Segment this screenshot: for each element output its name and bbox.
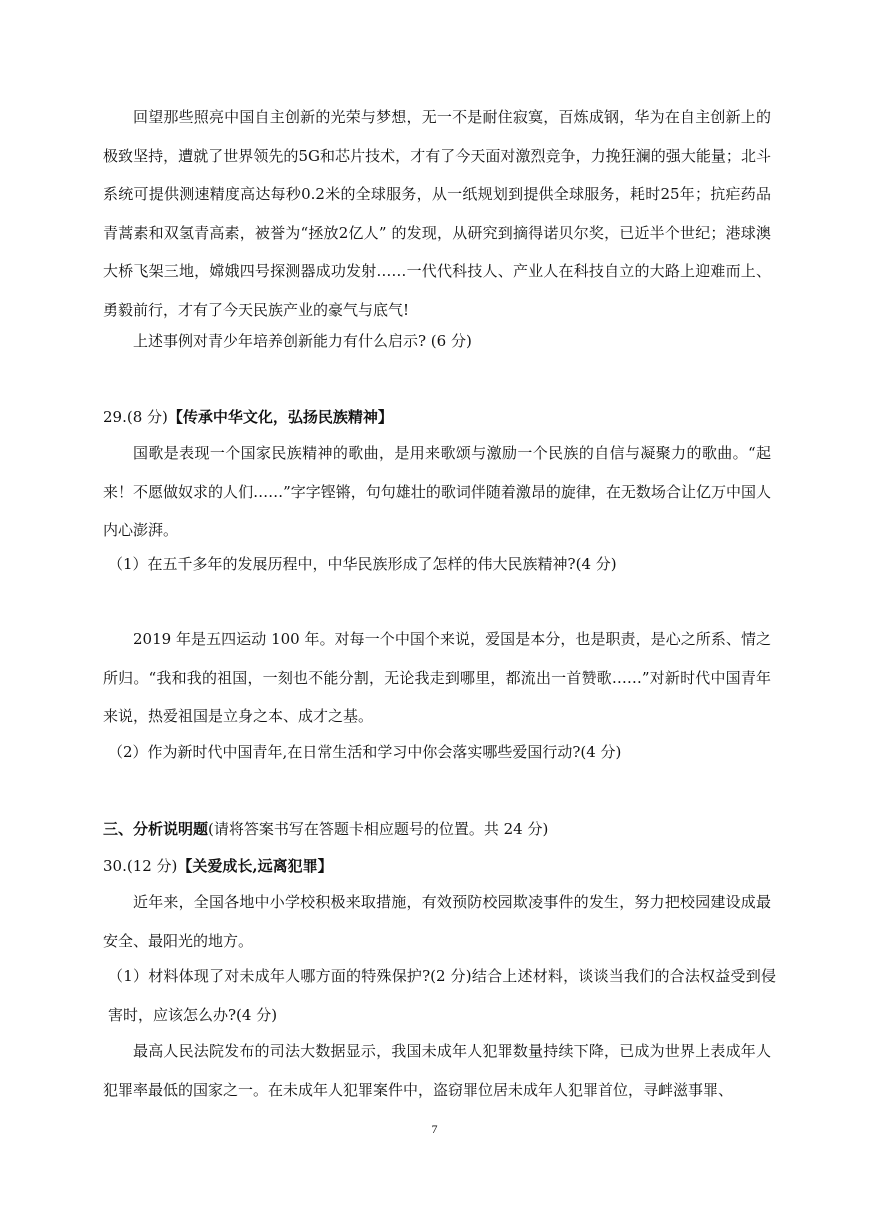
q29-topic: 【传承中华文化，弘扬民族精神】	[167, 408, 393, 426]
intro-question: 上述事例对青少年培养创新能力有什么启示? (6 分)	[133, 332, 472, 350]
intro-paragraph: 回望那些照亮中国自主创新的光荣与梦想，无一不是耐住寂寞，百炼成钢，华为在自主创新上的极致坚持，遭就了世界领先的5G和芯片技术，才有了今天面对激烈竞争，力挽狂澜的强大能量；北斗系统可提供测速精度高达每秒0.2米的全球服务，从一纸规划到提供全球服务，耗时25年；抗疟药品青蒿素和双氢青高素，被誉为“拯放2亿人” 的发现，从研究到摘得诺贝尔奖，已近半个世纪；港球澳大桥飞架三地，嫦娥四号探测器成功发射……一代代科技人、产业人在科技自立的大路上迎难而上、勇毅前行，才有了今天民族产业的豪气与底气!	[103, 108, 771, 319]
q29-subquestion-1: （1）在五千多年的发展历程中，中华民族形成了怎样的伟大民族精神?(4 分)	[108, 555, 617, 573]
q30-subquestion-1: （1）材料体现了对未成年人哪方面的特殊保护?(2 分)结合上述材料，谈谈当我们的合法权益受到侵害时，应该怎么办?(4 分)	[108, 967, 776, 1024]
q30-heading	[103, 847, 771, 886]
q30-number: 30.(12 分)	[103, 857, 178, 875]
q30-topic: 【关爱成长,远离犯罪】	[177, 857, 333, 875]
section-3-heading	[103, 810, 771, 849]
q29-material-1: 国歌是表现一个国家民族精神的歌曲，是用来歌颂与激励一个民族的自信与凝聚力的歌曲。“起来！不愿做奴求的人们……”字字铿锵，句句雄壮的歌词伴随着激昂的旋律，在无数场合让亿万中国人内心澎湃。	[103, 444, 771, 540]
q30-material-2: 最高人民法院发布的司法大数据显示，我国未成年人犯罪数量持续下降，已成为世界上表成年人犯罪率最低的国家之一。在未成年人犯罪案件中，盗窃罪位居未成年人犯罪首位，寻衅滋事罪、	[103, 1042, 771, 1099]
q29-material-2: 2019 年是五四运动 100 年。对每一个中国个来说，爱国是本分，也是职责，是心之所系、情之所归。“我和我的祖国，一刻也不能分割，无论我走到哪里，都流出一首赞歌……”对新时代中国青年来说，热爱祖国是立身之本、成才之基。	[103, 630, 771, 726]
section-3-note: (请将答案书写在答题卡相应题号的位置。共 24 分)	[208, 820, 549, 838]
q29-heading	[103, 398, 771, 437]
page-number: 7	[431, 1122, 438, 1136]
q29-subquestion-2: （2）作为新时代中国青年,在日常生活和学习中你会落实哪些爱国行动?(4 分)	[108, 743, 622, 761]
section-3-title: 三、分析说明题	[103, 820, 209, 838]
q29-number: 29.(8 分)	[103, 408, 168, 426]
q30-material-1: 近年来，全国各地中小学校积极来取措施，有效预防校园欺凌事件的发生，努力把校园建设成最安全、最阳光的地方。	[103, 893, 771, 950]
